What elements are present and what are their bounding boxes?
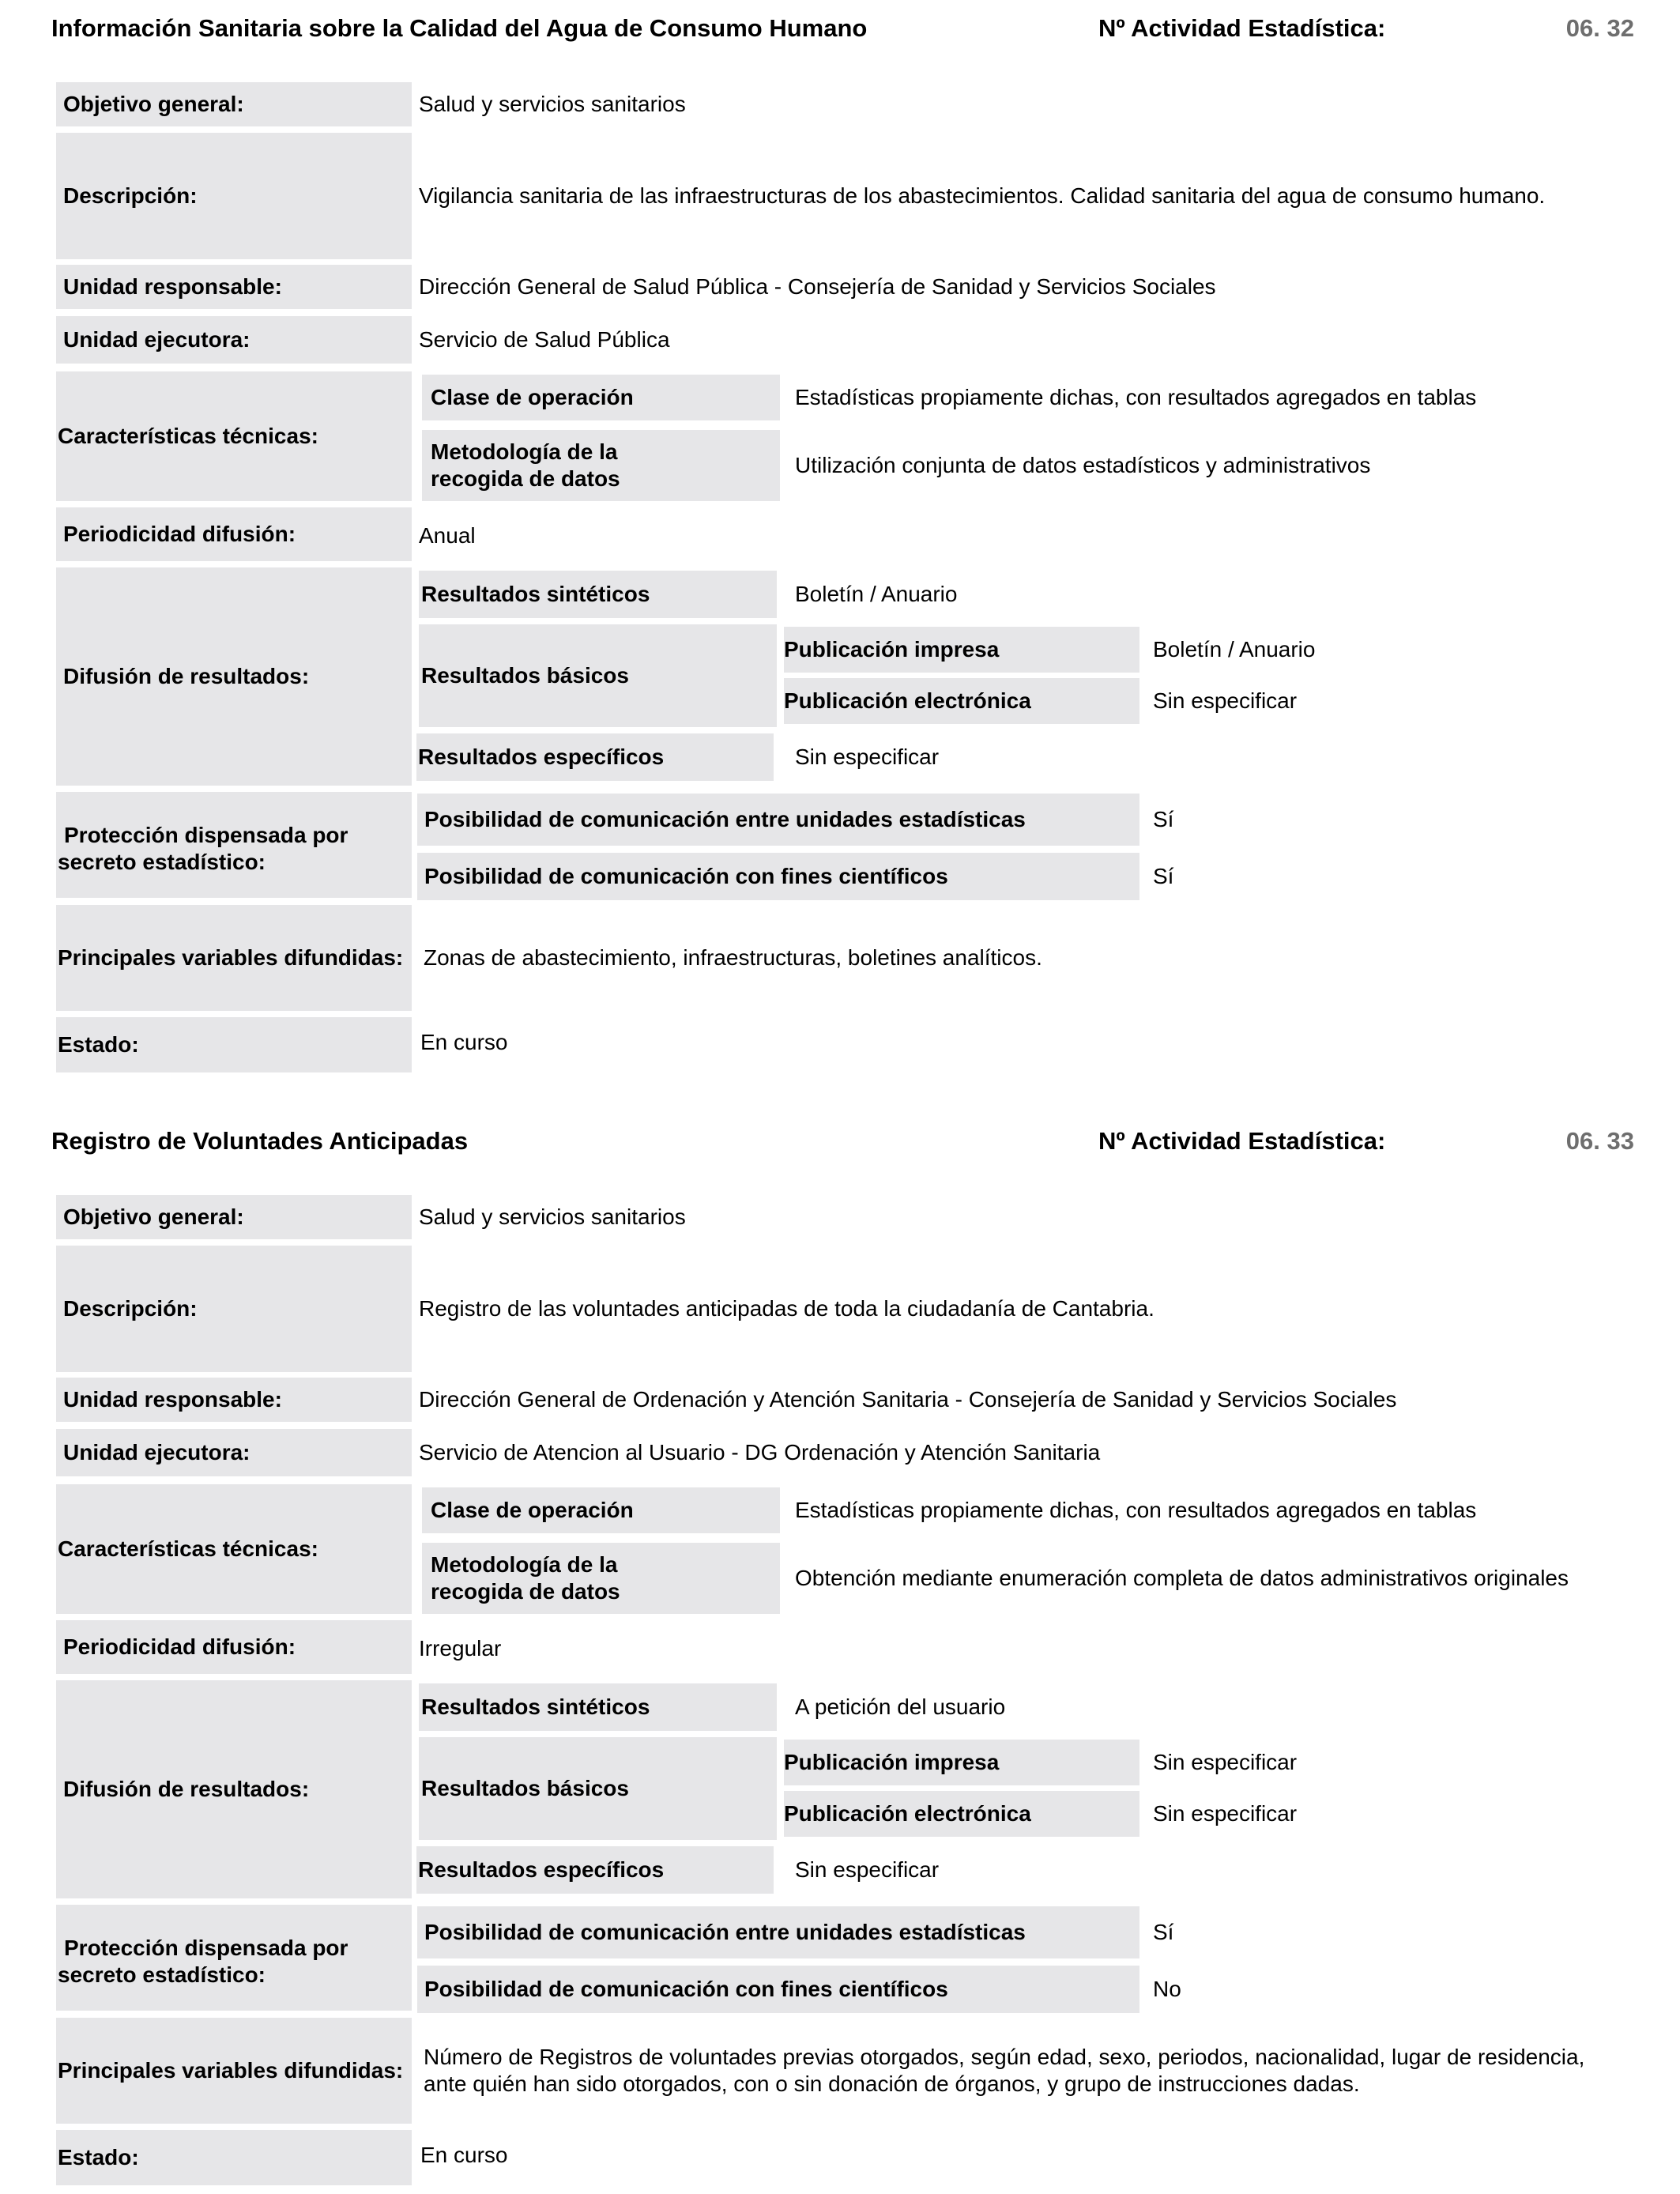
unidad-ejecutora-label-cell — [56, 1429, 412, 1476]
unidad-ejecutora-value: Servicio de Salud Pública — [419, 327, 670, 352]
descripcion-value: Registro de las voluntades anticipadas de toda la ciudadanía de Cantabria. — [419, 1296, 1155, 1321]
unidad-ejecutora-label: Unidad ejecutora: — [63, 327, 250, 352]
difusion-label: Difusión de resultados: — [63, 1777, 310, 1801]
publicacion-impresa-label-cell — [784, 627, 1139, 673]
unidad-responsable-value: Dirección General de Ordenación y Atención Sanitaria - Consejería de Sanidad y Servicios Sociales — [419, 1387, 1397, 1412]
objetivo-value: Salud y servicios sanitarios — [419, 1204, 686, 1229]
resultados-especificos-value: Sin especificar — [795, 1857, 940, 1882]
unidad-responsable-value: Dirección General de Salud Pública - Consejería de Sanidad y Servicios Sociales — [419, 274, 1216, 299]
periodicidad-label-cell — [56, 1620, 412, 1674]
objetivo-label-cell — [56, 82, 412, 126]
metodologia-label-line1: Metodología de la — [431, 1552, 618, 1577]
descripcion-value: Vigilancia sanitaria de las infraestructuras de los abastecimientos. Calidad sanitaria del agua de consumo humano. — [419, 183, 1546, 208]
resultados-especificos-label-cell — [416, 1846, 774, 1894]
publicacion-electronica-label: Publicación electrónica — [784, 1801, 1031, 1826]
resultados-sinteticos-label: Resultados sintéticos — [421, 1695, 650, 1719]
record-title: Información Sanitaria sobre la Calidad del Agua de Consumo Humano — [51, 14, 868, 42]
comunicacion-cientificos-label-cell — [417, 853, 1139, 900]
estado-label-cell — [56, 1017, 412, 1072]
comunicacion-unidades-value: Sí — [1153, 1920, 1174, 1944]
clase-operacion-value: Estadísticas propiamente dichas, con resultados agregados en tablas — [795, 385, 1477, 409]
activity-number: 06. 33 — [1565, 1127, 1634, 1155]
resultados-sinteticos-label: Resultados sintéticos — [421, 582, 650, 606]
resultados-basicos-label: Resultados básicos — [421, 1776, 629, 1800]
clase-operacion-label-cell — [422, 1487, 780, 1533]
resultados-sinteticos-value: A petición del usuario — [795, 1695, 1006, 1719]
descripcion-label-cell — [56, 1246, 412, 1372]
variables-value: Número de Registros de voluntades previas otorgados, según edad, sexo, periodos, nacionalidad, lugar de residencia, ante quién han sido otorgados, con o sin donación de órganos, y grupo de instrucciones dadas. — [424, 2045, 1585, 2096]
activity-number-label: Nº Actividad Estadística: — [1098, 1127, 1386, 1155]
publicacion-electronica-value: Sin especificar — [1153, 1801, 1298, 1826]
variables-label-cell — [56, 2018, 412, 2124]
metodologia-label-cell — [422, 430, 780, 501]
publicacion-impresa-label: Publicación impresa — [784, 637, 1000, 662]
periodicidad-value: Irregular — [419, 1636, 502, 1661]
variables-label: Principales variables difundidas: — [58, 2058, 404, 2083]
activity-number-label: Nº Actividad Estadística: — [1098, 14, 1386, 42]
resultados-especificos-label: Resultados específicos — [418, 1857, 665, 1882]
clase-operacion-label: Clase de operación — [431, 385, 634, 409]
resultados-especificos-label-cell — [416, 733, 774, 781]
proteccion-label-cell — [56, 1905, 412, 2011]
resultados-sinteticos-value: Boletín / Anuario — [795, 582, 958, 606]
estado-label: Estado: — [58, 1032, 139, 1057]
proteccion-label-line2: secreto estadístico: — [58, 850, 266, 874]
publicacion-electronica-value: Sin especificar — [1153, 688, 1298, 713]
publicacion-impresa-value: Boletín / Anuario — [1153, 637, 1316, 662]
periodicidad-label-cell — [56, 507, 412, 561]
estado-value: En curso — [420, 2143, 508, 2167]
metodologia-label-line2: recogida de datos — [431, 466, 620, 491]
metodologia-value: Obtención mediante enumeración completa de datos administrativos originales — [795, 1566, 1569, 1590]
publicacion-impresa-label: Publicación impresa — [784, 1750, 1000, 1774]
comunicacion-unidades-label-cell — [417, 1906, 1139, 1958]
caracteristicas-label-cell — [56, 371, 412, 501]
descripcion-label: Descripción: — [63, 183, 198, 208]
unidad-ejecutora-label-cell — [56, 316, 412, 364]
descripcion-label-cell — [56, 133, 412, 259]
objetivo-label: Objetivo general: — [63, 92, 244, 116]
variables-label: Principales variables difundidas: — [58, 945, 404, 970]
unidad-responsable-label-cell — [56, 1378, 412, 1422]
resultados-sinteticos-label-cell — [419, 1683, 777, 1731]
comunicacion-unidades-label-cell — [417, 794, 1139, 846]
unidad-ejecutora-value: Servicio de Atencion al Usuario - DG Ordenación y Atención Sanitaria — [419, 1440, 1101, 1465]
difusion-label-cell — [56, 567, 412, 786]
comunicacion-cientificos-label: Posibilidad de comunicación con fines científicos — [424, 1977, 948, 2001]
metodologia-value: Utilización conjunta de datos estadísticos y administrativos — [795, 453, 1371, 477]
estado-label-cell — [56, 2130, 412, 2185]
comunicacion-cientificos-label-cell — [417, 1966, 1139, 2013]
variables-value: Zonas de abastecimiento, infraestructuras, boletines analíticos. — [424, 945, 1042, 970]
proteccion-label-line1: Protección dispensada por — [64, 823, 348, 847]
comunicacion-unidades-value: Sí — [1153, 807, 1174, 831]
caracteristicas-label: Características técnicas: — [58, 424, 318, 448]
caracteristicas-label-cell — [56, 1484, 412, 1614]
clase-operacion-label-cell — [422, 375, 780, 420]
periodicidad-label: Periodicidad difusión: — [63, 522, 296, 546]
difusion-label: Difusión de resultados: — [63, 664, 310, 688]
comunicacion-unidades-label: Posibilidad de comunicación entre unidades estadísticas — [424, 807, 1026, 831]
clase-operacion-label: Clase de operación — [431, 1498, 634, 1522]
proteccion-label-line1: Protección dispensada por — [64, 1936, 348, 1960]
estado-label: Estado: — [58, 2145, 139, 2169]
variables-label-cell — [56, 905, 412, 1011]
caracteristicas-label: Características técnicas: — [58, 1536, 318, 1561]
record-title: Registro de Voluntades Anticipadas — [51, 1127, 469, 1155]
metodologia-label-line2: recogida de datos — [431, 1579, 620, 1604]
publicacion-electronica-label-cell — [784, 678, 1139, 724]
resultados-especificos-value: Sin especificar — [795, 745, 940, 769]
activity-number: 06. 32 — [1565, 14, 1634, 42]
metodologia-label-line1: Metodología de la — [431, 439, 618, 464]
comunicacion-cientificos-value: No — [1153, 1977, 1181, 2001]
resultados-basicos-label-cell — [419, 1737, 777, 1840]
resultados-basicos-label-cell — [419, 624, 777, 727]
resultados-sinteticos-label-cell — [419, 571, 777, 618]
publicacion-impresa-label-cell — [784, 1740, 1139, 1785]
unidad-responsable-label: Unidad responsable: — [63, 274, 282, 299]
objetivo-label-cell — [56, 1195, 412, 1239]
publicacion-electronica-label-cell — [784, 1791, 1139, 1837]
proteccion-label-cell — [56, 792, 412, 898]
unidad-responsable-label-cell — [56, 265, 412, 309]
metodologia-label-cell — [422, 1543, 780, 1614]
difusion-label-cell — [56, 1680, 412, 1898]
periodicidad-label: Periodicidad difusión: — [63, 1634, 296, 1659]
periodicidad-value: Anual — [419, 523, 476, 548]
descripcion-label: Descripción: — [63, 1296, 198, 1321]
resultados-especificos-label: Resultados específicos — [418, 745, 665, 769]
unidad-responsable-label: Unidad responsable: — [63, 1387, 282, 1412]
objetivo-value: Salud y servicios sanitarios — [419, 92, 686, 116]
estado-value: En curso — [420, 1030, 508, 1054]
publicacion-electronica-label: Publicación electrónica — [784, 688, 1031, 713]
publicacion-impresa-value: Sin especificar — [1153, 1750, 1298, 1774]
unidad-ejecutora-label: Unidad ejecutora: — [63, 1440, 250, 1465]
objetivo-label: Objetivo general: — [63, 1204, 244, 1229]
clase-operacion-value: Estadísticas propiamente dichas, con resultados agregados en tablas — [795, 1498, 1477, 1522]
comunicacion-cientificos-label: Posibilidad de comunicación con fines científicos — [424, 864, 948, 888]
comunicacion-unidades-label: Posibilidad de comunicación entre unidades estadísticas — [424, 1920, 1026, 1944]
comunicacion-cientificos-value: Sí — [1153, 864, 1174, 888]
proteccion-label-line2: secreto estadístico: — [58, 1962, 266, 1987]
resultados-basicos-label: Resultados básicos — [421, 663, 629, 688]
